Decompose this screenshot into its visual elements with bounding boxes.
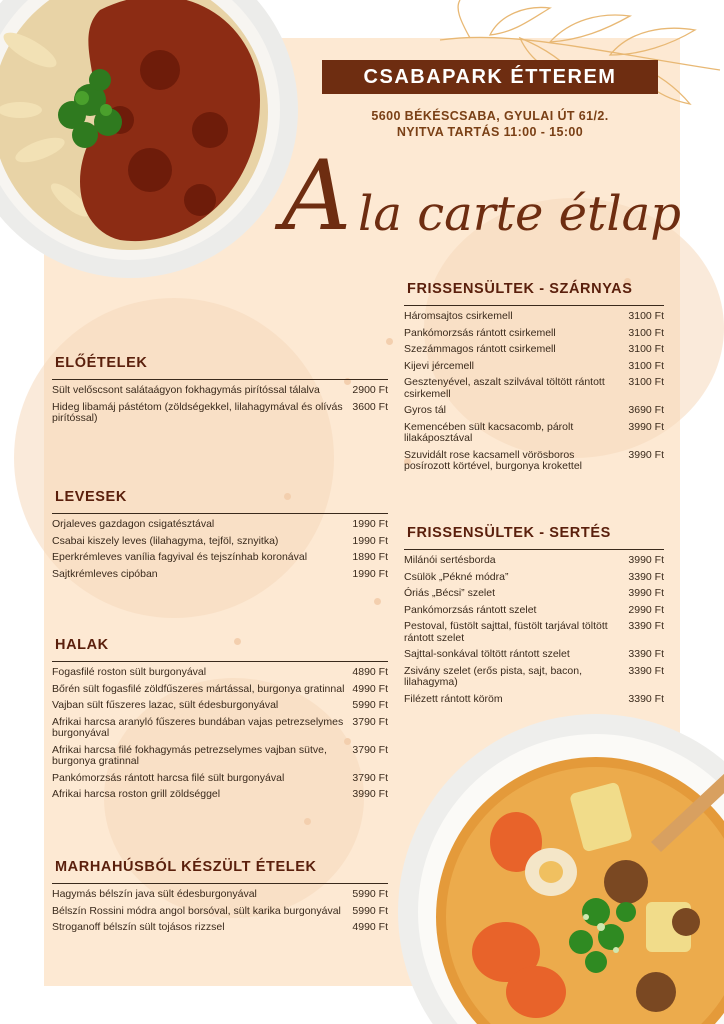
menu-item[interactable]: Kemencében sült kacsacomb, párolt lilakáposztával 3990 Ft: [404, 420, 664, 444]
menu-item-price: 1990 Ft: [352, 518, 388, 530]
menu-item[interactable]: Háromsajtos csirkemell 3100 Ft: [404, 310, 664, 322]
menu-item-price: 4990 Ft: [352, 921, 388, 933]
menu-item[interactable]: Szuvidált rose kacsamell vörösboros posírozott körtével, burgonya krokettel 3990 Ft: [404, 448, 664, 472]
menu-item[interactable]: Afrikai harcsa aranyló fűszeres bundában vajas petrezselymes burgonyával 3790 Ft: [52, 715, 388, 739]
menu-item-price: 3390 Ft: [628, 620, 664, 632]
menu-item-price: 3100 Ft: [628, 376, 664, 388]
menu-item-price: 2990 Ft: [628, 603, 664, 616]
menu-item[interactable]: Hagymás bélszín java sült édesburgonyával 5990 Ft: [52, 888, 388, 900]
menu-item-price: 3990 Ft: [628, 448, 664, 461]
section-rule: [52, 379, 388, 380]
menu-item[interactable]: Afrikai harcsa filé fokhagymás petrezselymes vajban sütve, burgonya gratinnal 3790 Ft: [52, 743, 388, 767]
menu-item[interactable]: Kijevi jércemell 3100 Ft: [404, 359, 664, 372]
menu-item-price: 5990 Ft: [352, 904, 388, 917]
menu-item[interactable]: Filézett rántott köröm 3390 Ft: [404, 692, 664, 705]
menu-item[interactable]: Orjaleves gazdagon csigatésztával 1990 Ft: [52, 518, 388, 530]
menu-item[interactable]: Csülök „Pékné módra” 3390 Ft: [404, 570, 664, 583]
menu-item-price: 1990 Ft: [352, 567, 388, 580]
section-rule: [404, 549, 664, 550]
menu-item[interactable]: Stroganoff bélszín sült tojásos rizzsel 4990 Ft: [52, 921, 388, 933]
section-title: MARHAHÚSBÓL KÉSZÜLT ÉTELEK: [52, 854, 327, 880]
menu-item-price: 3390 Ft: [628, 664, 664, 677]
menu-item-price: 3390 Ft: [628, 648, 664, 660]
menu-item[interactable]: Pankómorzsás rántott szelet 2990 Ft: [404, 603, 664, 616]
script-title-cap: A: [282, 140, 352, 252]
menu-item[interactable]: Csabai kiszely leves (lilahagyma, tejföl, sznyitka) 1990 Ft: [52, 534, 388, 547]
menu-item[interactable]: Szezámmagos rántott csirkemell 3100 Ft: [404, 343, 664, 355]
menu-item-price: 3100 Ft: [628, 359, 664, 372]
menu-item[interactable]: Gesztenyével, aszalt szilvával töltött rántott csirkemell 3100 Ft: [404, 376, 664, 400]
menu-item[interactable]: Sajtkrémleves cipóban 1990 Ft: [52, 567, 388, 580]
menu-item-price: 3990 Ft: [628, 587, 664, 599]
menu-item-price: 3100 Ft: [628, 326, 664, 339]
menu-item[interactable]: Afrikai harcsa roston grill zöldséggel 3990 Ft: [52, 788, 388, 800]
menu-item-price: 1990 Ft: [352, 534, 388, 547]
menu-item-price: 3990 Ft: [628, 420, 664, 433]
section-rule: [404, 305, 664, 306]
section-levesek: [52, 484, 388, 580]
section-rule: [52, 661, 388, 662]
menu-item[interactable]: Zsivány szelet (erős pista, sajt, bacon, lilahagyma) 3390 Ft: [404, 664, 664, 688]
menu-item[interactable]: Gyros tál 3690 Ft: [404, 404, 664, 416]
soup-dish-image: [396, 712, 724, 1024]
menu-item-price: 3990 Ft: [628, 554, 664, 566]
address-line: 5600 BÉKÉSCSABA, GYULAI ÚT 61/2.: [371, 109, 609, 123]
section-rule: [52, 883, 388, 884]
menu-item[interactable]: Fogasfilé roston sült burgonyával 4890 Ft: [52, 666, 388, 678]
section-szarnyas: [404, 276, 664, 473]
menu-item[interactable]: Bőrén sült fogasfilé zöldfűszeres mártással, burgonya gratinnal 4990 Ft: [52, 682, 388, 695]
section-halak: [52, 632, 388, 801]
section-rule: [52, 513, 388, 514]
menu-item-price: 5990 Ft: [352, 888, 388, 900]
menu-item-price: 3790 Ft: [352, 771, 388, 784]
menu-item-price: 3790 Ft: [352, 743, 388, 756]
menu-item[interactable]: Milánói sertésborda 3990 Ft: [404, 554, 664, 566]
section-title: FRISSENSÜLTEK - SERTÉS: [404, 520, 621, 546]
menu-item-price: 3100 Ft: [628, 343, 664, 355]
menu-script-title: [278, 140, 682, 252]
menu-item-price: 3100 Ft: [628, 310, 664, 322]
opening-hours: NYITVA TARTÁS 11:00 - 15:00: [396, 125, 584, 139]
menu-item-price: 3690 Ft: [628, 404, 664, 416]
goulash-dish-image: [0, 0, 300, 290]
menu-item-price: 4990 Ft: [352, 682, 388, 695]
menu-item-price: 3390 Ft: [628, 570, 664, 583]
menu-item[interactable]: Vajban sült fűszeres lazac, sült édesburgonyával 5990 Ft: [52, 699, 388, 711]
menu-item[interactable]: Óriás „Bécsi” szelet 3990 Ft: [404, 587, 664, 599]
menu-item-price: 1890 Ft: [352, 551, 388, 563]
menu-item[interactable]: Sült velőscsont salátaágyon fokhagymás pirítóssal tálalva 2900 Ft: [52, 384, 388, 396]
section-title: LEVESEK: [52, 484, 137, 510]
script-title-rest: la carte étlap: [358, 186, 682, 242]
section-title: FRISSENSÜLTEK - SZÁRNYAS: [404, 276, 642, 302]
section-title: ELŐÉTELEK: [52, 350, 157, 376]
menu-item-price: 5990 Ft: [352, 699, 388, 711]
menu-item-price: 3600 Ft: [352, 400, 388, 413]
section-title: HALAK: [52, 632, 119, 658]
menu-item[interactable]: Pankómorzsás rántott harcsa filé sült burgonyával 3790 Ft: [52, 771, 388, 784]
restaurant-address-block: [322, 108, 658, 140]
menu-item[interactable]: Bélszín Rossini módra angol borsóval, sült karika burgonyával 5990 Ft: [52, 904, 388, 917]
restaurant-name-banner: CSABAPARK ÉTTEREM: [322, 60, 658, 94]
section-sertes: [404, 520, 664, 705]
menu-item[interactable]: Sajttal-sonkával töltött rántott szelet 3390 Ft: [404, 648, 664, 660]
section-marha: [52, 854, 388, 934]
menu-item[interactable]: Eperkrémleves vanília fagyival és tejszínhab koronával 1890 Ft: [52, 551, 388, 563]
menu-item-price: 3390 Ft: [628, 692, 664, 705]
menu-item[interactable]: Pestoval, füstölt sajttal, füstölt tarjával töltött rántott szelet 3390 Ft: [404, 620, 664, 644]
menu-item[interactable]: Pankómorzsás rántott csirkemell 3100 Ft: [404, 326, 664, 339]
menu-item[interactable]: Hideg libamáj pástétom (zöldségekkel, lilahagymával és olívás pirítóssal) 3600 Ft: [52, 400, 388, 424]
menu-item-price: 2900 Ft: [352, 384, 388, 396]
menu-item-price: 4890 Ft: [352, 666, 388, 678]
menu-item-price: 3790 Ft: [352, 715, 388, 728]
menu-item-price: 3990 Ft: [352, 788, 388, 800]
section-eloetelek: [52, 350, 388, 425]
